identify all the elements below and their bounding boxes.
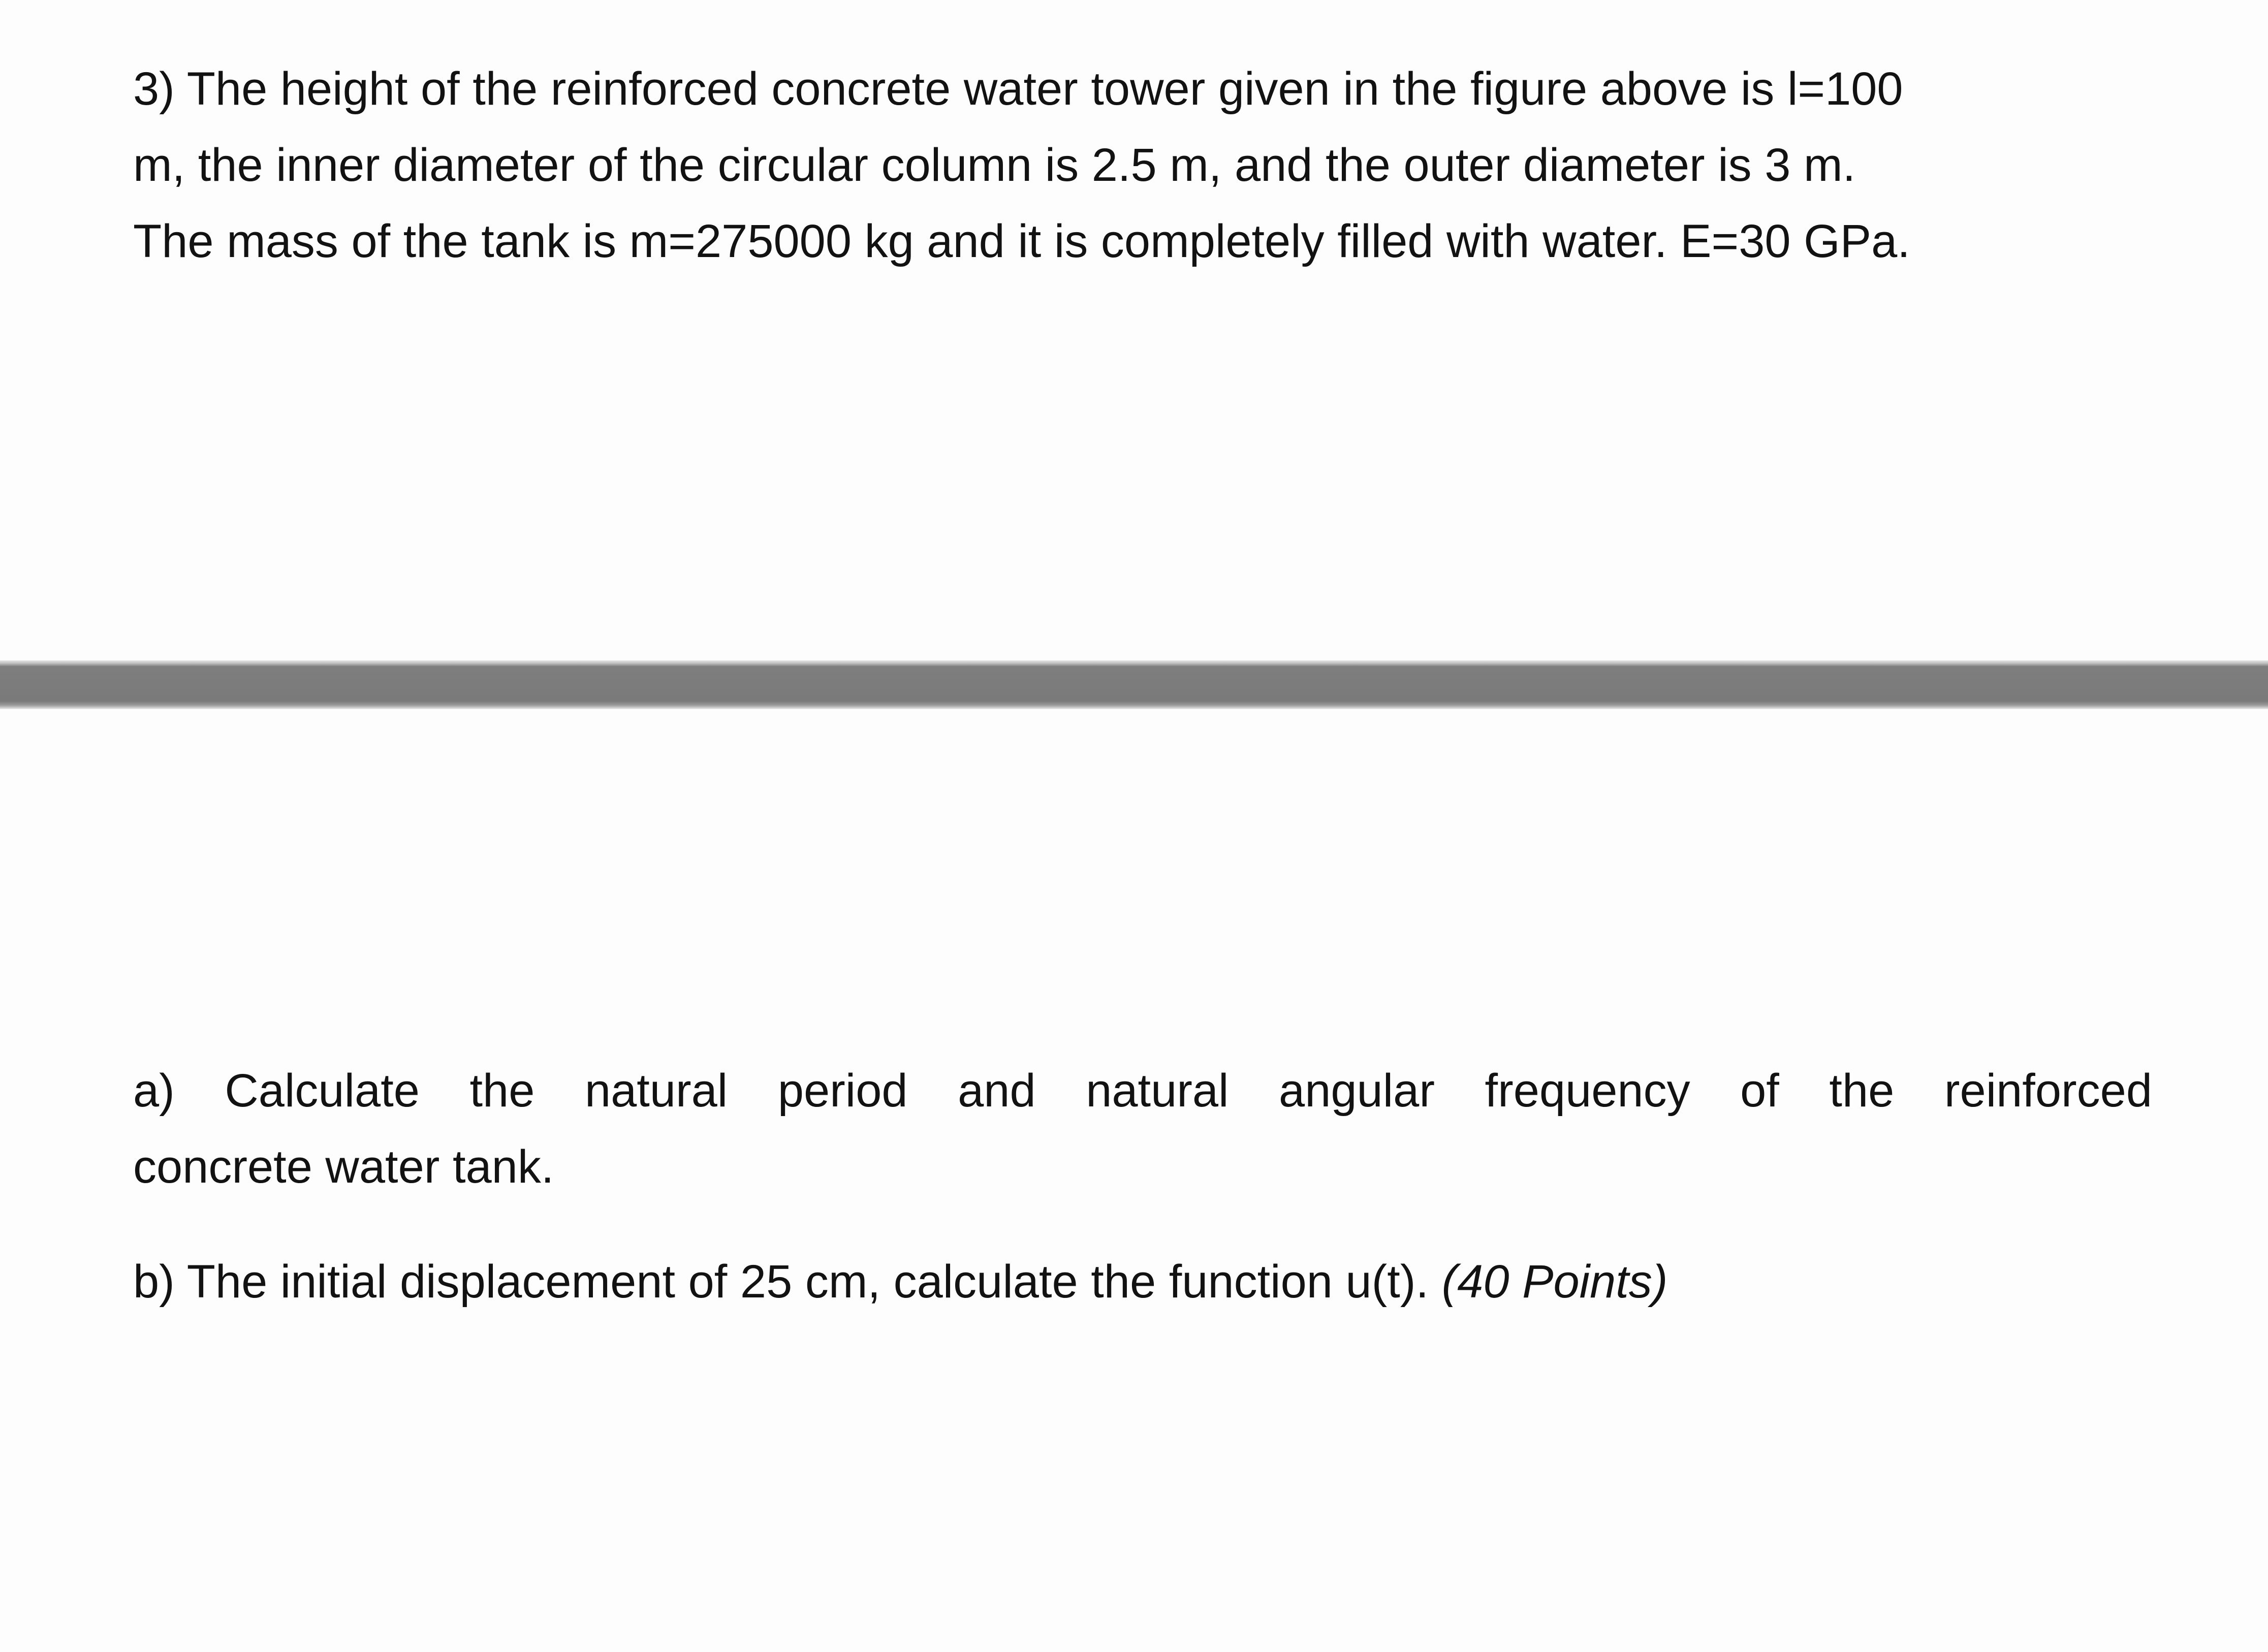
- part-a-question: [133, 1053, 2152, 1205]
- problem-line-2: m, the inner diameter of the circular column is 2.5 m, and the outer diameter is 3 m.: [133, 139, 1856, 191]
- page-divider: [0, 660, 2268, 709]
- problem-statement: [133, 51, 2152, 279]
- problem-line-3: The mass of the tank is m=275000 kg and it is completely filled with water. E=30 GPa.: [133, 215, 1910, 267]
- part-a-line-1: a) Calculate the natural period and natural angular frequency of the reinforced: [133, 1065, 2152, 1117]
- problem-line-1: 3) The height of the reinforced concrete water tower given in the figure above is l=100: [133, 63, 1903, 115]
- part-a-line-2: concrete water tank.: [133, 1141, 554, 1193]
- points-label: (40 Points): [1441, 1256, 1668, 1308]
- part-b-question: [133, 1244, 2152, 1320]
- part-b-text: b) The initial displacement of 25 cm, calculate the function u(t).: [133, 1256, 1429, 1308]
